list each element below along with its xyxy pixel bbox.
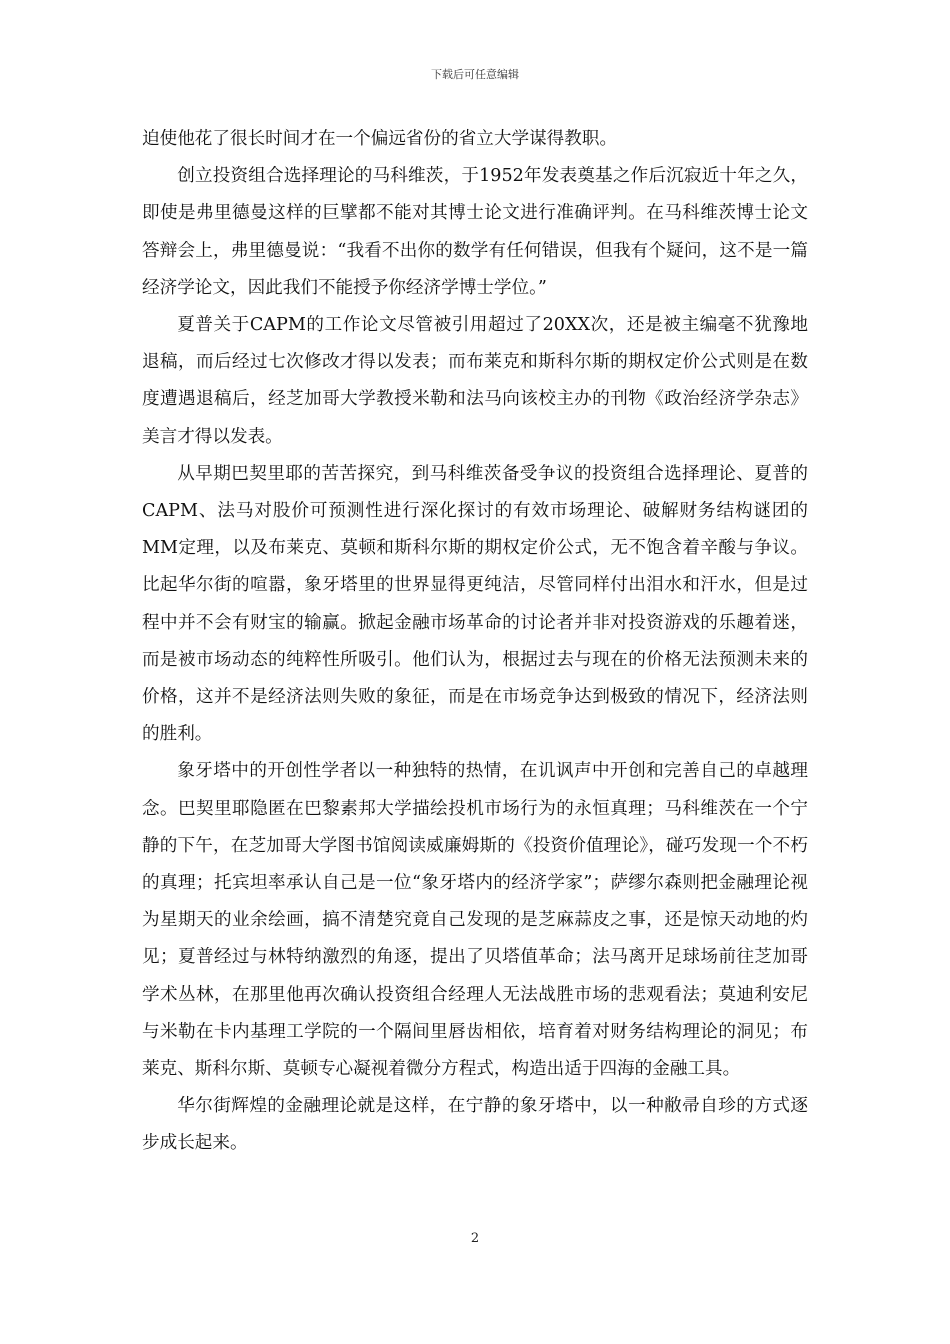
page-header: 下载后可任意编辑 [431,68,519,81]
paragraph-continuation: 迫使他花了很长时间才在一个偏远省份的省立大学谋得教职。 [142,129,618,149]
paragraph-bachelier-history: 从早期巴契里耶的苦苦探究，到马科维茨备受争议的投资组合选择理论、夏普的CAPM、法马对股价可预测性进行深化探讨的有效市场理论、破解财务结构谜团的MM定理，以及布莱克、莫顿和斯科尔斯的期权定价公式，无不饱含着辛酸与争议。比起华尔街的喧嚣，象牙塔里的世界显得更纯洁，尽管同样付出泪水和汗水，但是过程中并不会有财宝的输赢。掀起金融市场革命的讨论者并非对投资游戏的乐趣着迷，而是被市场动态的纯粹性所吸引。他们认为，根据过去与现在的价格无法预测未来的价格，这并不是经济法则失败的象征，而是在市场竞争达到极致的情况下，经济法则的胜利。 [142,463,808,745]
paragraph-markowitz: 创立投资组合选择理论的马科维茨，于1952年发表奠基之作后沉寂近十年之久，即使是弗里德曼这样的巨擘都不能对其博士论文进行准确评判。在马科维茨博士论文答辩会上，弗里德曼说：“我看不出你的数学有任何错误，但我有个疑问，这不是一篇经济学论文，因此我们不能授予你经济学博士学位。” [142,166,808,298]
paragraph-sharpe-capm: 夏普关于CAPM的工作论文尽管被引用超过了20XX次，还是被主编毫不犹豫地退稿，而后经过七次修改才得以发表；而布莱克和斯科尔斯的期权定价公式则是在数度遭遇退稿后，经芝加哥大学教授米勒和法马向该校主办的刊物《政治经济学杂志》美言才得以发表。 [142,315,808,447]
document-body [142,121,808,1163]
paragraph-ivory-tower-scholars: 象牙塔中的开创性学者以一种独特的热情，在讥讽声中开创和完善自己的卓越理念。巴契里耶隐匿在巴黎素邦大学描绘投机市场行为的永恒真理；马科维茨在一个宁静的下午，在芝加哥大学图书馆阅读威廉姆斯的《投资价值理论》，碰巧发现一个不朽的真理；托宾坦率承认自己是一位“象牙塔内的经济学家”；萨缪尔森则把金融理论视为星期天的业余绘画，搞不清楚究竟自己发现的是芝麻蒜皮之事，还是惊天动地的灼见；夏普经过与林特纳激烈的角逐，提出了贝塔值革命；法马离开足球场前往芝加哥学术丛林，在那里他再次确认投资组合经理人无法战胜市场的悲观看法；莫迪利安尼与米勒在卡内基理工学院的一个隔间里唇齿相依，培育着对财务结构理论的洞见；布莱克、斯科尔斯、莫顿专心凝视着微分方程式，构造出适于四海的金融工具。 [142,761,808,1080]
page-number: 2 [470,1231,480,1246]
paragraph-conclusion: 华尔街辉煌的金融理论就是这样，在宁静的象牙塔中，以一种敝帚自珍的方式逐步成长起来。 [142,1096,808,1154]
